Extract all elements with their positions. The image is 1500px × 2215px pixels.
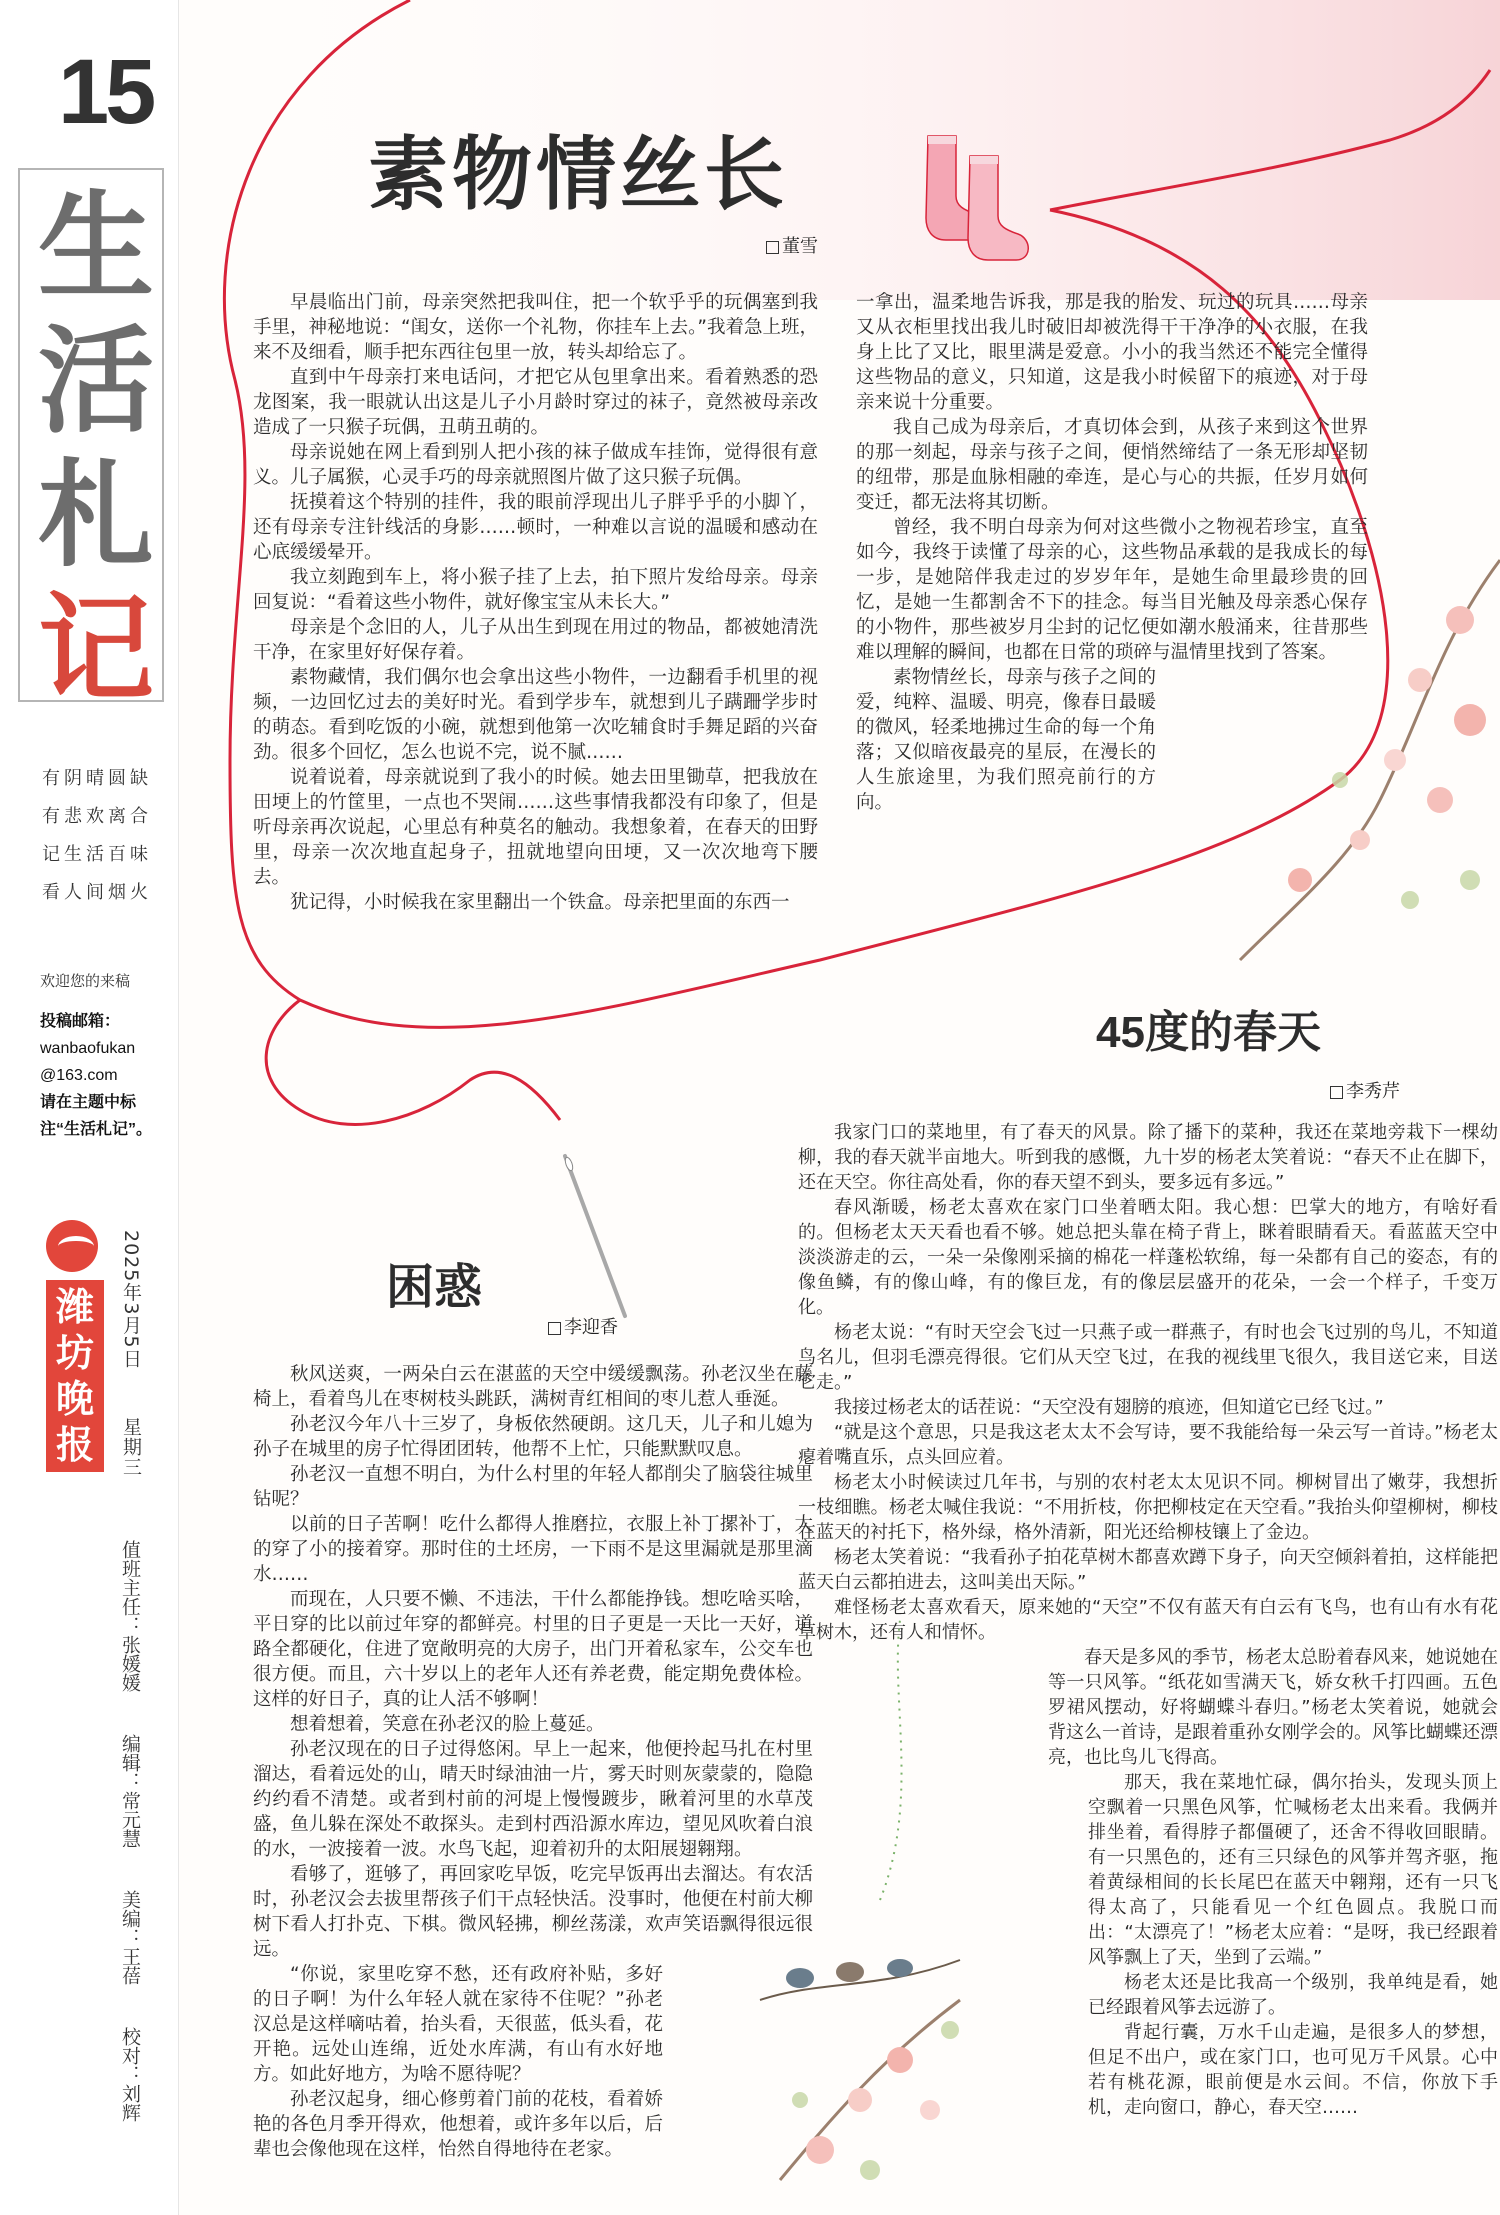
paragraph: 孙老汉现在的日子过得悠闲。早上一起来，他便拎起马扎在村里溜达，看着远处的山，晴天时绿油油一片，雾天时则灰蒙蒙的，隐隐约约看不清楚。或者到村前的河堤上慢慢踱步，瞅着河里的水草茂盛，鱼儿躲在深处不敢探头。走到村西沿源水库边，望见风吹着白浪的水，一波接着一波。水鸟飞起，迎着初升的太阳展翅翱翔。 <box>253 1739 813 1860</box>
paragraph: 犹记得，小时候我在家里翻出一个铁盒。母亲把里面的东西一 <box>290 892 790 913</box>
paragraph: 母亲是个念旧的人，儿子从出生到现在用过的物品，都被她清洗干净，在家里好好保存着。 <box>253 617 818 663</box>
article3-title: 困惑 <box>386 1259 483 1315</box>
article3-author-name: 李迎香 <box>564 1317 618 1338</box>
article3-author <box>548 1313 618 1339</box>
needle-illustration <box>545 1146 655 1326</box>
article2-body <box>798 1120 1498 2120</box>
article2-title: 45度的春天 <box>1096 1008 1321 1057</box>
paragraph: 说着说着，母亲就说到了我小的时候。她去田里锄草，把我放在田埂上的竹筐里，一点也不哭闹……这些事情我都没有印象了，但是听母亲再次说起，心里总有种莫名的触动。我想象着，在春天的田野里，母亲一次次地直起身子，扭就地望向田埂，又一次次地弯下腰去。 <box>253 767 818 888</box>
socks-illustration <box>908 126 1048 266</box>
column-title-char-3: 札 <box>38 447 154 583</box>
paragraph: 春天是多风的季节，杨老太总盼着春风来，她说她在等一只风筝。“纸花如雪满天飞，娇女秋千打四画。五色罗裙风摆动，好将蝴蝶斗春归。”杨老太笑着说，她就会背这么一首诗，是跟着重孙女刚学会的。风筝比蝴蝶还漂亮，也比鸟儿飞得高。 <box>1048 1647 1498 1768</box>
paragraph: 背起行囊，万水千山走遍，是很多人的梦想，但足不出户，或在家门口，也可见万千风景。心中若有桃花源，眼前便是水云间。不信，你放下手机，走向窗口，静心，春天空…… <box>1088 2022 1498 2118</box>
paper-logo <box>46 1220 106 1472</box>
credit-line: 值班主任：张媛媛 <box>119 1540 141 1692</box>
poem-line: 有阴晴圆缺 <box>42 768 152 789</box>
paragraph: 母亲说她在网上看到别人把小孩的袜子做成车挂饰，觉得很有意义。儿子属猴，心灵手巧的母亲就照图片做了这只猴子玩偶。 <box>253 442 818 488</box>
article1-column1 <box>253 290 818 915</box>
email-line-2[interactable]: @163.com <box>40 1067 118 1084</box>
poem-line: 有悲欢离合 <box>42 806 152 827</box>
paragraph: “你说，家里吃穿不愁，还有政府补贴，多好的日子啊！为什么年轻人就在家待不住呢？”孙老汉总是这样嘀咕着，抬头看，天很蓝，低头看，花开艳。远处山连绵，近处水库满，有山有水好地方。如此好地方，为啥不愿待呢？ <box>253 1964 663 2085</box>
submission-note: 请在主题中标注“生活札记”。 <box>40 1094 153 1138</box>
paragraph: 一拿出，温柔地告诉我，那是我的胎发、玩过的玩具……母亲又从衣柜里找出我儿时破旧却被洗得干干净净的小衣服，在我身上比了又比，眼里满是爱意。小小的我当然还不能完全懂得这些物品的意义，只知道，这是我小时候留下的痕迹，对于母亲来说十分重要。 <box>856 292 1368 413</box>
paragraph: 秋风送爽，一两朵白云在湛蓝的天空中缓缓飘荡。孙老汉坐在藤椅上，看着鸟儿在枣树枝头跳跃，满树青红相间的枣儿惹人垂涎。 <box>253 1364 813 1410</box>
article1-column2 <box>856 290 1368 815</box>
paragraph: 孙老汉今年八十三岁了，身板依然硬朗。这几天，儿子和儿媳为孙子在城里的房子忙得团团转，他帮不上忙，只能默默叹息。 <box>253 1414 813 1460</box>
paragraph: 而现在，人只要不懒、不违法，干什么都能挣钱。想吃啥买啥，平日穿的比以前过年穿的都鲜亮。村里的日子更是一天比一天好，道路全都硬化，住进了宽敞明亮的大房子，出门开着私家车，公交车也很方便。而且，六十岁以上的老年人还有养老费，能定期免费体检。这样的好日子，真的让人活不够啊！ <box>253 1589 813 1710</box>
paragraph: 我自己成为母亲后，才真切体会到，从孩子来到这个世界的那一刻起，母亲与孩子之间，便悄然缔结了一条无形却坚韧的纽带，那是血脉相融的牵连，是心与心的共振，任岁月如何变迁，都无法将其切断。 <box>856 417 1368 513</box>
credit-line: 校对：刘辉 <box>119 2027 141 2123</box>
submission-label: 投稿邮箱： <box>40 1013 121 1030</box>
paragraph: 杨老太小时候读过几年书，与别的农村老太太见识不同。柳树冒出了嫩芽，我想折一枝细瞧。杨老太喊住我说：“不用折枝，你把柳枝定在天空看。”我抬头仰望柳树，柳枝在蓝天的衬托下，格外绿，格外清新，阳光还给柳枝镶上了金边。 <box>798 1472 1498 1543</box>
paragraph: 杨老太还是比我高一个级别，我单纯是看，她已经跟着风筝去远游了。 <box>1088 1972 1498 2018</box>
author-box-icon <box>766 241 779 254</box>
article1-title: 素物情丝长 <box>368 127 788 221</box>
red-thread-lower <box>266 1000 560 1124</box>
paragraph: 曾经，我不明白母亲为何对这些微小之物视若珍宝，直至如今，我终于读懂了母亲的心，这些物品承载的是我成长的每一步，是她陪伴我走过的岁岁年年，是她生命里最珍贵的回忆，是她一生都割舍不下的挂念。每当目光触及母亲悉心保存的小物件，那些被岁月尘封的记忆便如潮水般涌来，往昔那些难以理解的瞬间，也都在日常的琐碎与温情里找到了答案。 <box>856 517 1368 663</box>
paragraph: 素物情丝长，母亲与孩子之间的爱，纯粹、温暖、明亮，像春日最暖的微风，轻柔地拂过生命的每一个角落；又似暗夜最亮的星辰，在漫长的人生旅途里，为我们照亮前行的方向。 <box>856 667 1156 813</box>
poem-line: 记生活百味 <box>42 844 152 865</box>
paragraph: 我接过杨老太的话茬说：“天空没有翅膀的痕迹，但知道它已经飞过。” <box>834 1397 1384 1418</box>
column-title <box>36 180 156 716</box>
poem-line: 看人间烟火 <box>42 882 152 903</box>
sidebar-poem <box>42 760 162 912</box>
paragraph: 直到中午母亲打来电话问，才把它从包里拿出来。看着熟悉的恐龙图案，我一眼就认出这是儿子小月龄时穿过的袜子，竟然被母亲改造成了一只猴子玩偶，丑萌丑萌的。 <box>253 367 818 438</box>
article1-author <box>766 232 818 258</box>
paragraph: 孙老汉一直想不明白，为什么村里的年轻人都削尖了脑袋往城里钻呢？ <box>253 1464 813 1510</box>
paragraph: 素物藏情，我们偶尔也会拿出这些小物件，一边翻看手机里的视频，一边回忆过去的美好时光。看到学步车，就想到儿子蹒跚学步时的萌态。看到吃饭的小碗，就想到他第一次吃辅食时手舞足蹈的兴奋劲。很多个回忆，怎么也说不完，说不腻…… <box>253 667 818 763</box>
credit-line: 美编：王蓓 <box>119 1890 141 1986</box>
article2-author-name: 李秀芹 <box>1346 1081 1400 1102</box>
paragraph: 我家门口的菜地里，有了春天的风景。除了播下的菜种，我还在菜地旁栽下一棵幼柳，我的春天就半亩地大。听到我的感慨，九十岁的杨老太笑着说：“春天不止在脚下，还在天空。你往高处看，你的春天望不到头，要多远有多远。” <box>798 1122 1498 1193</box>
article3-body <box>253 1362 813 2162</box>
article2-author <box>1330 1077 1400 1103</box>
paragraph: 抚摸着这个特别的挂件，我的眼前浮现出儿子胖乎乎的小脚丫，还有母亲专注针线活的身影……顿时，一种难以言说的温暖和感动在心底缓缓晕开。 <box>253 492 818 563</box>
logo-mark-icon <box>46 1220 98 1272</box>
paragraph: 看够了，逛够了，再回家吃早饭，吃完早饭再出去溜达。有农活时，孙老汉会去拔里帮孩子们干点轻快活。没事时，他便在村前大柳树下看人打扑克、下棋。微风轻拂，柳丝荡漾，欢声笑语飘得很远很远。 <box>253 1864 813 1960</box>
staff-credits <box>118 1540 142 2180</box>
date-text: 2025年3月5日 <box>120 1230 142 1369</box>
submission-info <box>40 1008 168 1143</box>
author-box-icon <box>548 1322 561 1335</box>
weekday-text: 星期三 <box>120 1416 142 1477</box>
paragraph: “就是这个意思，只是我这老太太不会写诗，要不我能给每一朵云写一首诗。”杨老太瘪着嘴直乐，点头回应着。 <box>798 1422 1498 1468</box>
paper-name-text: 潍坊晚报 <box>55 1284 94 1467</box>
paragraph: 以前的日子苦啊！吃什么都得人推磨拉，衣服上补丁摞补丁，大的穿了小的接着穿。那时住的土坯房，一下雨不是这里漏就是那里滴水…… <box>253 1514 813 1585</box>
email-line-1[interactable]: wanbaofukan <box>40 1040 136 1057</box>
paper-name <box>46 1280 104 1472</box>
paragraph: 那天，我在菜地忙碌，偶尔抬头，发现头顶上空飘着一只黑色风筝，忙喊杨老太出来看。我俩并排坐着，看得脖子都僵硬了，还舍不得收回眼睛。有一只黑色的，还有三只绿色的风筝并驾齐驱，拖着黄绿相间的长长尾巴在蓝天中翱翔，还有一只飞得太高了，只能看见一个红色圆点。我脱口而出：“太漂亮了！”杨老太应着：“是呀，我已经跟着风筝飘上了天，坐到了云端。” <box>1088 1772 1498 1968</box>
page-number: 15 <box>58 41 153 143</box>
column-title-char-4: 记 <box>38 581 154 717</box>
article1-author-name: 董雪 <box>782 236 818 257</box>
paragraph: 想着想着，笑意在孙老汉的脸上蔓延。 <box>290 1714 605 1735</box>
paragraph: 孙老汉起身，细心修剪着门前的花枝，看着娇艳的各色月季开得欢，他想着，或许多年以后，后辈也会像他现在这样，怡然自得地待在老家。 <box>253 2089 663 2160</box>
author-box-icon <box>1330 1086 1343 1099</box>
paragraph: 我立刻跑到车上，将小猴子挂了上去，拍下照片发给母亲。母亲回复说：“看着这些小物件，就好像宝宝从未长大。” <box>253 567 818 613</box>
welcome-text: 欢迎您的来稿 <box>40 972 131 990</box>
paragraph: 早晨临出门前，母亲突然把我叫住，把一个软乎乎的玩偶塞到我手里，神秘地说：“闺女，送你一个礼物，你挂车上去。”我着急上班，来不及细看，顺手把东西往包里一放，转头却给忘了。 <box>253 292 818 363</box>
paragraph: 难怪杨老太喜欢看天，原来她的“天空”不仅有蓝天有白云有飞鸟，也有山有水有花草树木，还有人和情怀。 <box>798 1597 1498 1643</box>
column-title-char-2: 活 <box>38 313 154 449</box>
column-title-char-1: 生 <box>38 179 154 315</box>
paragraph: 春风渐暖，杨老太喜欢在家门口坐着晒太阳。我心想：巴掌大的地方，有啥好看的。但杨老太天天看也看不够。她总把头靠在椅子背上，眯着眼睛看天。看蓝蓝天空中淡淡游走的云，一朵一朵像刚采摘的棉花一样蓬松软绵，每一朵都有自己的姿态，有的像鱼鳞，有的像山峰，有的像巨龙，有的像层层盛开的花朵，一会一个样子，千变万化。 <box>798 1197 1498 1318</box>
paragraph: 杨老太说：“有时天空会飞过一只燕子或一群燕子，有时也会飞过别的鸟儿，不知道鸟名儿，但羽毛漂亮得很。它们从天空飞过，在我的视线里飞很久，我目送它来，目送它走。” <box>798 1322 1498 1393</box>
credit-line: 编辑：常元慧 <box>119 1734 141 1849</box>
paragraph: 杨老太笑着说：“我看孙子拍花草树木都喜欢蹲下身子，向天空倾斜着拍，这样能把蓝天白云都拍进去，这叫美出天际。” <box>798 1547 1498 1593</box>
